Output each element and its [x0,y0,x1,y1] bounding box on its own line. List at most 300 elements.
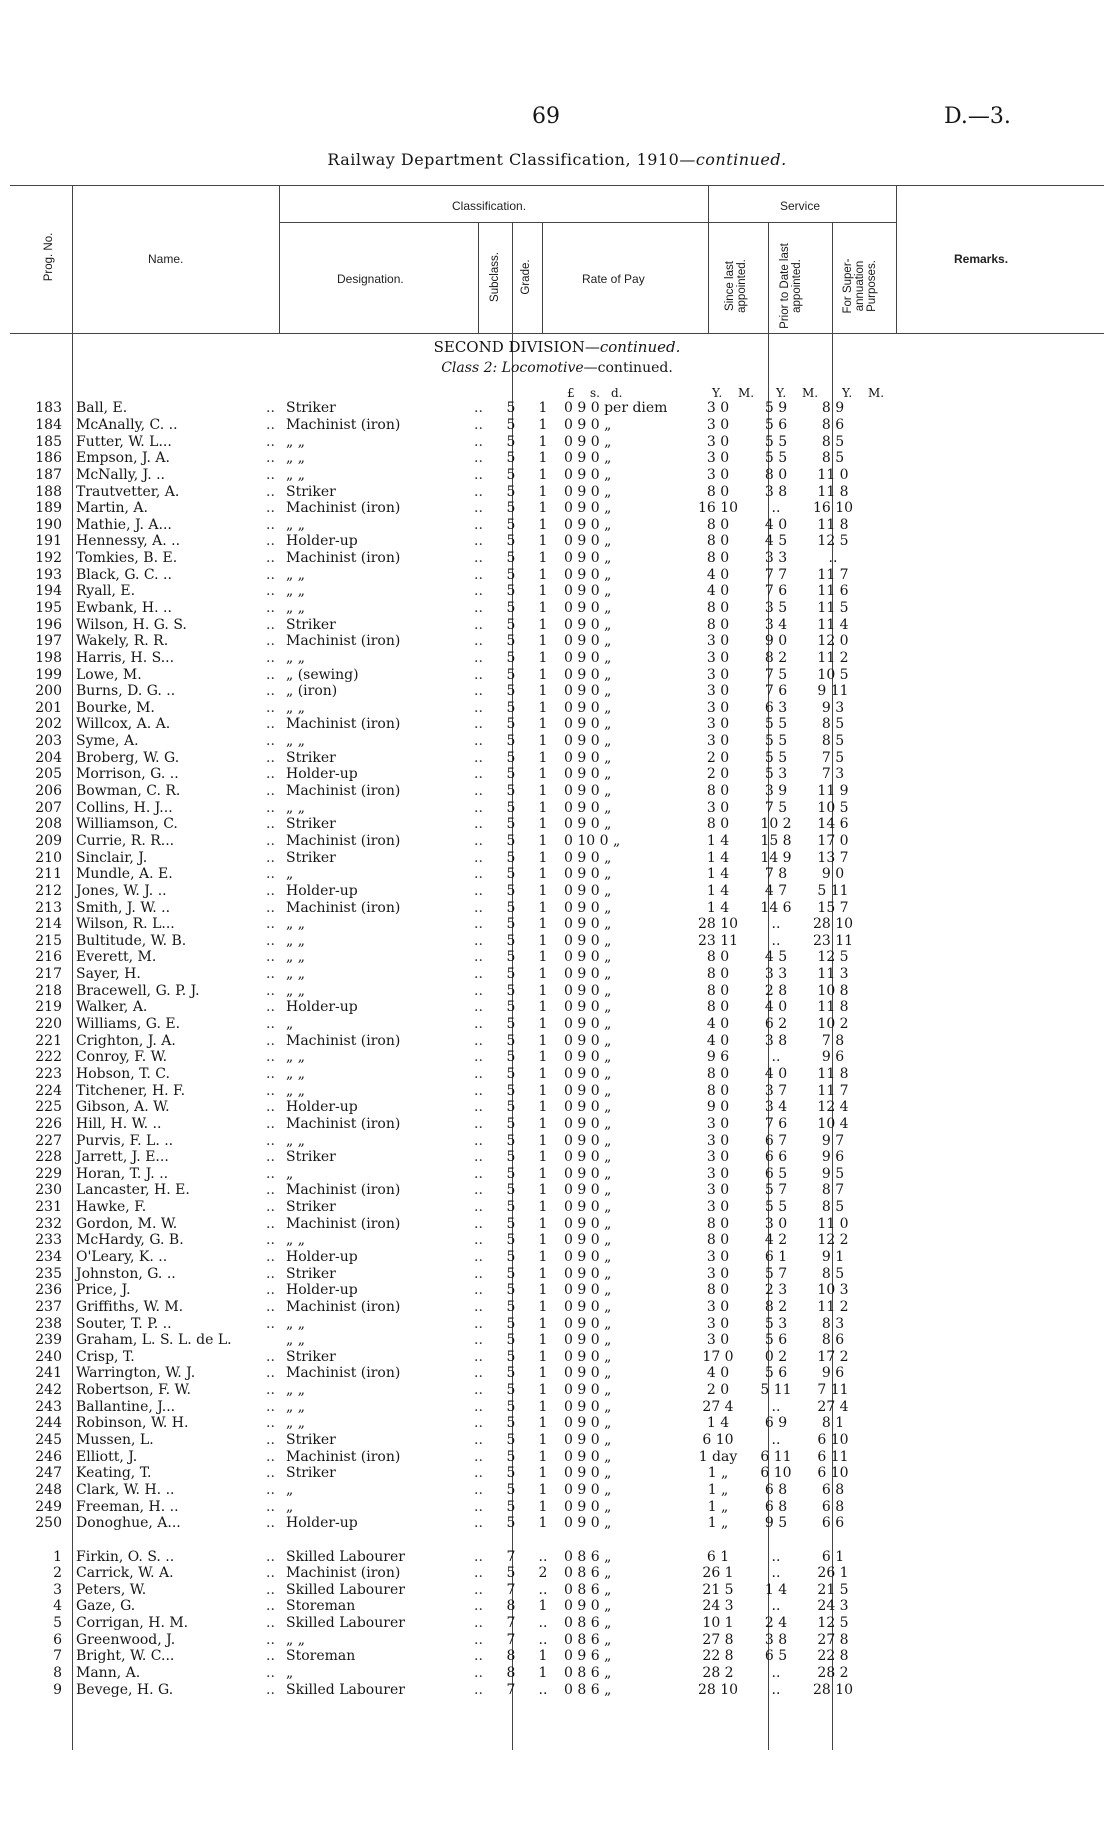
cell-superannuation: 6 10 [817,1432,849,1449]
cell-name: Freeman, H. .. [76,1498,179,1515]
cell-prior-to-date: 5 9 [764,400,788,417]
cell-prog-no: 4 [53,1598,62,1615]
table-row [30,1465,861,1482]
cell-prog-no: 199 [35,666,62,683]
cell-name-leader: .. [266,516,275,533]
cell-prior-to-date: 7 7 [764,566,788,583]
unit-shillings: s. [590,386,600,400]
cell-superannuation: 11 7 [817,1082,849,1099]
table-row [30,566,861,583]
cell-designation-leader: .. [474,716,483,733]
cell-name-leader: .. [266,1065,275,1082]
cell-grade: 1 [538,966,548,983]
cell-superannuation: 12 5 [817,533,849,550]
cell-superannuation: 11 4 [817,616,849,633]
cell-name-leader: .. [266,1648,275,1665]
table-row [30,483,861,500]
cell-name: Griffiths, W. M. [76,1298,184,1315]
cell-prog-no: 204 [35,749,62,766]
cell-designation: Holder-up [286,1515,358,1532]
cell-since-last-appointed: 8 0 [706,550,730,567]
unit-pound: £ [567,386,575,400]
cell-rate-of-pay: 0 9 0 „ [564,550,612,567]
cell-name: Willcox, A. A. [76,716,171,733]
cell-since-last-appointed: 21 5 [702,1581,734,1598]
cell-prior-to-date: 8 2 [764,649,788,666]
cell-subclass: 5 [506,1016,516,1033]
unit-months-1: M. [738,386,755,400]
cell-superannuation: 9 7 [821,1132,845,1149]
cell-prog-no: 205 [35,766,62,783]
cell-designation-leader: .. [474,1315,483,1332]
cell-designation: Machinist (iron) [286,899,401,916]
cell-subclass: 5 [506,1265,516,1282]
cell-since-last-appointed: 26 1 [702,1565,734,1582]
cell-name-leader: .. [266,1182,275,1199]
cell-name: Conroy, F. W. [76,1049,168,1066]
cell-prior-to-date: 3 8 [764,1032,788,1049]
cell-rate-of-pay: 0 9 0 „ [564,466,612,483]
cell-prog-no: 231 [35,1199,62,1216]
cell-designation-leader: .. [474,799,483,816]
cell-name-leader: .. [266,1232,275,1249]
cell-designation: „ „ [286,1082,305,1099]
cell-since-last-appointed: 6 10 [702,1432,734,1449]
cell-superannuation: 17 0 [817,832,849,849]
cell-name-leader: .. [266,1398,275,1415]
cell-prog-no: 7 [53,1648,62,1665]
cell-grade: 1 [538,550,548,567]
cell-prior-to-date: 6 1 [764,1248,788,1265]
cell-name-leader: .. [266,1199,275,1216]
cell-prior-to-date: 6 3 [764,699,788,716]
cell-name-leader: .. [266,1515,275,1532]
cell-since-last-appointed: 3 0 [706,1298,730,1315]
cell-since-last-appointed: 1 4 [706,899,730,916]
cell-rate-of-pay: 0 8 6 „ [564,1631,612,1648]
cell-name: Bevege, H. G. [76,1681,174,1698]
cell-designation: Striker [286,816,336,833]
cell-grade: 1 [538,1448,548,1465]
cell-prog-no: 212 [35,882,62,899]
cell-superannuation: 8 6 [821,1332,845,1349]
header-top-rule [10,185,1104,186]
cell-name: Corrigan, H. M. [76,1615,189,1632]
table-row [30,1249,861,1266]
cell-superannuation: 7 5 [821,749,845,766]
table-row [30,1215,861,1232]
cell-since-last-appointed: 28 10 [697,1681,739,1698]
cell-rate-of-pay: 0 8 6 „ [564,1548,612,1565]
cell-subclass: 5 [506,766,516,783]
cell-subclass: 5 [506,450,516,467]
cell-name: Gibson, A. W. [76,1099,170,1116]
cell-designation-leader: .. [474,400,483,417]
cell-rate-of-pay: 0 9 0 „ [564,649,612,666]
header-prior-to-date: Prior to Date last appointed. [779,243,803,329]
cell-superannuation: 17 2 [817,1348,849,1365]
cell-designation: „ „ [286,516,305,533]
cell-prior-to-date: 5 7 [764,1265,788,1282]
cell-rate-of-pay: 0 9 0 „ [564,1082,612,1099]
cell-prior-to-date: 15 8 [760,832,792,849]
unit-months-2: M. [802,386,819,400]
cell-name-leader: .. [266,600,275,616]
cell-designation: Striker [286,1149,336,1166]
table-row [30,1116,861,1133]
cell-prog-no: 227 [35,1132,62,1149]
table-row [30,533,861,550]
cell-name: Empson, J. A. [76,450,170,467]
cell-subclass: 5 [506,516,516,533]
cell-subclass: 7 [506,1581,516,1598]
cell-name: Ryall, E. [76,583,136,600]
cell-designation: Skilled Labourer [286,1581,405,1598]
cell-since-last-appointed: 3 0 [706,1149,730,1166]
cell-since-last-appointed: 1 4 [706,849,730,866]
cell-since-last-appointed: 4 0 [706,1365,730,1382]
header-subclass: Subclass. [489,252,501,302]
cell-superannuation: 22 8 [817,1648,849,1665]
cell-prior-to-date: 14 9 [760,849,792,866]
cell-grade: 1 [538,533,548,550]
table-row [30,1282,861,1299]
cell-name: Crisp, T. [76,1348,135,1365]
cell-prog-no: 194 [35,583,62,600]
cell-subclass: 5 [506,1032,516,1049]
cell-prog-no: 233 [35,1232,62,1249]
cell-subclass: 5 [506,433,516,450]
cell-subclass: 5 [506,616,516,633]
cell-grade: 1 [538,1049,548,1066]
class-name: Locomotive [501,360,584,376]
cell-superannuation: 8 5 [821,1199,845,1216]
cell-designation: Striker [286,749,336,766]
cell-designation: „ „ [286,1232,305,1249]
cell-prior-to-date: .. [771,1548,781,1565]
cell-name-leader: .. [266,583,275,600]
cell-since-last-appointed: 3 0 [706,1265,730,1282]
cell-name: McNally, J. .. [76,466,166,483]
cell-designation-leader: .. [474,1115,483,1132]
cell-subclass: 5 [506,550,516,567]
cell-prior-to-date: 5 5 [764,716,788,733]
cell-designation-leader: .. [474,949,483,966]
cell-prior-to-date: 5 6 [764,1365,788,1382]
table-row [30,1016,861,1033]
cell-name-leader: .. [266,450,275,467]
cell-subclass: 5 [506,866,516,883]
cell-subclass: 5 [506,1165,516,1182]
cell-grade: 1 [538,1515,548,1532]
cell-name: Elliott, J. [76,1448,138,1465]
cell-designation: „ „ [286,1049,305,1066]
unit-years-1: Y. [712,386,723,400]
cell-subclass: 5 [506,600,516,616]
cell-since-last-appointed: 2 0 [706,1382,730,1399]
cell-prior-to-date: 5 3 [764,766,788,783]
cell-prior-to-date: 2 3 [764,1282,788,1299]
cell-name: Harris, H. S... [76,649,175,666]
cell-since-last-appointed: 1 day [698,1448,738,1465]
cell-prog-no: 3 [53,1581,62,1598]
cell-superannuation: 8 6 [821,416,845,433]
cell-prior-to-date: .. [771,1665,781,1681]
cell-name: Ball, E. [76,400,128,417]
cell-prior-to-date: 6 5 [764,1165,788,1182]
cell-name: Ewbank, H. .. [76,600,172,616]
cell-rate-of-pay: 0 9 0 „ [564,1515,612,1532]
cell-designation-leader: .. [474,1265,483,1282]
cell-designation-leader: .. [474,916,483,933]
cell-designation-leader: .. [474,1082,483,1099]
cell-subclass: 7 [506,1631,516,1648]
cell-name-leader: .. [266,1382,275,1399]
cell-since-last-appointed: 1 „ [707,1515,729,1532]
table-row [30,1332,861,1349]
cell-designation: Machinist (iron) [286,1448,401,1465]
cell-designation: „ „ [286,1631,305,1648]
cell-prior-to-date: 5 5 [764,433,788,450]
cell-since-last-appointed: 1 „ [707,1465,729,1482]
cell-grade: .. [538,1681,548,1698]
cell-superannuation: 11 6 [817,583,849,600]
cell-rate-of-pay: 0 9 0 „ [564,882,612,899]
cell-rate-of-pay: 0 9 0 „ [564,1016,612,1033]
cell-rate-of-pay: 0 9 0 „ [564,500,612,517]
cell-rate-of-pay: 0 8 6 „ [564,1665,612,1681]
cell-designation-leader: .. [474,1598,483,1615]
cell-rate-of-pay: 0 9 0 „ [564,1282,612,1299]
cell-grade: 1 [538,1065,548,1082]
cell-designation: „ „ [286,699,305,716]
cell-name: Souter, T. P. .. [76,1315,172,1332]
header-since-last-appointed: Since last appointed. [724,259,748,313]
cell-prior-to-date: 7 5 [764,666,788,683]
cell-prog-no: 202 [35,716,62,733]
cell-name-leader: .. [266,966,275,983]
cell-name: Mathie, J. A... [76,516,172,533]
classification-rule [279,222,708,223]
cell-since-last-appointed: 1 „ [707,1481,729,1498]
cell-rate-of-pay: 0 9 0 „ [564,1465,612,1482]
cell-prior-to-date: 3 9 [764,783,788,800]
cell-name: Donoghue, A... [76,1515,181,1532]
cell-prior-to-date: .. [771,1398,781,1415]
table-row [30,1182,861,1199]
cell-designation-leader: .. [474,500,483,517]
cell-prog-no: 191 [35,533,62,550]
cell-name-leader: .. [266,1415,275,1432]
cell-designation-leader: .. [474,1348,483,1365]
cell-designation: „ „ [286,1415,305,1432]
cell-name-leader: .. [266,1032,275,1049]
cell-name-leader: .. [266,1565,275,1582]
cell-grade: 1 [538,799,548,816]
cell-prog-no: 200 [35,683,62,700]
cell-superannuation: 11 8 [817,516,849,533]
cell-superannuation: 11 3 [817,966,849,983]
cell-superannuation: 10 5 [817,799,849,816]
cell-subclass: 5 [506,1065,516,1082]
cell-name-leader: .. [266,1348,275,1365]
table-row [30,1498,861,1515]
table-row [30,1581,861,1598]
table-row [30,1448,861,1465]
cell-rate-of-pay: 0 9 0 „ [564,982,612,999]
cell-superannuation: 8 5 [821,433,845,450]
cell-prog-no: 248 [35,1481,62,1498]
cell-name: McHardy, G. B. [76,1232,184,1249]
cell-subclass: 5 [506,716,516,733]
cell-designation: „ [286,1665,294,1681]
cell-name-leader: .. [266,1165,275,1182]
cell-name-leader: .. [266,749,275,766]
cell-name-leader: .. [266,483,275,500]
cell-since-last-appointed: 3 0 [706,1132,730,1149]
cell-superannuation: 5 11 [817,882,849,899]
cell-subclass: 5 [506,799,516,816]
table-row [30,1199,861,1216]
table-row [30,799,861,816]
cell-name-leader: .. [266,1448,275,1465]
cell-designation-leader: .. [474,616,483,633]
cell-rate-of-pay: 0 9 0 „ [564,1149,612,1166]
cell-grade: 1 [538,466,548,483]
cell-subclass: 5 [506,1398,516,1415]
cell-designation-leader: .. [474,783,483,800]
cell-designation-leader: .. [474,1382,483,1399]
cell-prior-to-date: 8 0 [764,466,788,483]
cell-designation: „ „ [286,982,305,999]
cell-grade: 1 [538,483,548,500]
cell-prior-to-date: 5 5 [764,733,788,750]
row-gap [30,1532,861,1549]
cell-grade: 1 [538,1149,548,1166]
cell-grade: 1 [538,1082,548,1099]
col-line-super [896,185,897,333]
cell-subclass: 5 [506,1099,516,1116]
cell-designation: Storeman [286,1648,356,1665]
header-rate-of-pay: Rate of Pay [582,272,645,286]
table-row [30,1681,861,1698]
cell-prog-no: 235 [35,1265,62,1282]
table-row [30,999,861,1016]
cell-name-leader: .. [266,1149,275,1166]
cell-designation-leader: .. [474,1665,483,1681]
table-row [30,933,861,950]
cell-superannuation: 11 7 [817,566,849,583]
cell-designation-leader: .. [474,1165,483,1182]
cell-prior-to-date: 3 8 [764,483,788,500]
cell-designation: Machinist (iron) [286,550,401,567]
cell-designation-leader: .. [474,1016,483,1033]
table-row [30,1648,861,1665]
cell-superannuation: 12 5 [817,1615,849,1632]
cell-grade: .. [538,1631,548,1648]
cell-name: Broberg, W. G. [76,749,180,766]
cell-designation-leader: .. [474,516,483,533]
cell-name: Crighton, J. A. [76,1032,176,1049]
table-row [30,833,861,850]
cell-prior-to-date: 4 7 [764,882,788,899]
cell-prior-to-date: 6 2 [764,1016,788,1033]
cell-superannuation: 10 2 [817,1016,849,1033]
table-row [30,550,861,567]
cell-rate-of-pay: 0 9 0 „ [564,1448,612,1465]
table-row [30,1482,861,1499]
header-superannuation: For Super-annuation Purposes. [842,258,878,314]
class-continued: —continued. [583,360,673,376]
unit-months-3: M. [868,386,885,400]
cell-prior-to-date: 6 5 [764,1648,788,1665]
cell-designation-leader: .. [474,1515,483,1532]
table-body [30,400,861,1698]
cell-designation: „ „ [286,932,305,949]
cell-since-last-appointed: 8 0 [706,533,730,550]
cell-since-last-appointed: 3 0 [706,416,730,433]
cell-prior-to-date: 4 0 [764,516,788,533]
table-row [30,1415,861,1432]
cell-prior-to-date: 3 3 [764,550,788,567]
table-row [30,1299,861,1316]
cell-superannuation: 8 9 [821,400,845,417]
table-row [30,1099,861,1116]
cell-designation: Skilled Labourer [286,1615,405,1632]
table-row [30,982,861,999]
cell-superannuation: 11 0 [817,466,849,483]
header-prog-no: Prog. No. [43,232,55,282]
table-row [30,749,861,766]
cell-prog-no: 188 [35,483,62,500]
cell-designation-leader: .. [474,1498,483,1515]
cell-grade: 1 [538,982,548,999]
cell-subclass: 5 [506,1082,516,1099]
cell-grade: .. [538,1548,548,1565]
cell-rate-of-pay: 0 9 0 „ [564,633,612,650]
cell-name: Morrison, G. .. [76,766,179,783]
cell-rate-of-pay: 0 9 0 „ [564,1398,612,1415]
cell-designation-leader: .. [474,966,483,983]
cell-designation-leader: .. [474,1481,483,1498]
cell-grade: 1 [538,1365,548,1382]
cell-name-leader: .. [266,433,275,450]
cell-designation-leader: .. [474,1149,483,1166]
table-row [30,700,861,717]
cell-name-leader: .. [266,1615,275,1632]
cell-prior-to-date: 6 8 [764,1481,788,1498]
cell-rate-of-pay: 0 9 0 „ [564,1315,612,1332]
cell-designation-leader: .. [474,533,483,550]
cell-rate-of-pay: 0 8 6 „ [564,1615,612,1632]
cell-prior-to-date: .. [771,1598,781,1615]
table-row [30,583,861,600]
cell-since-last-appointed: 3 0 [706,1199,730,1216]
cell-superannuation: 10 3 [817,1282,849,1299]
cell-designation-leader: .. [474,1548,483,1565]
cell-prog-no: 242 [35,1382,62,1399]
cell-designation: „ „ [286,566,305,583]
cell-rate-of-pay: 0 9 0 „ [564,733,612,750]
cell-name: Johnston, G. .. [76,1265,176,1282]
table-row [30,783,861,800]
cell-prog-no: 196 [35,616,62,633]
table-row [30,1432,861,1449]
cell-name-leader: .. [266,849,275,866]
cell-name-leader: .. [266,416,275,433]
cell-designation: Striker [286,1432,336,1449]
cell-rate-of-pay: 0 9 0 „ [564,1365,612,1382]
